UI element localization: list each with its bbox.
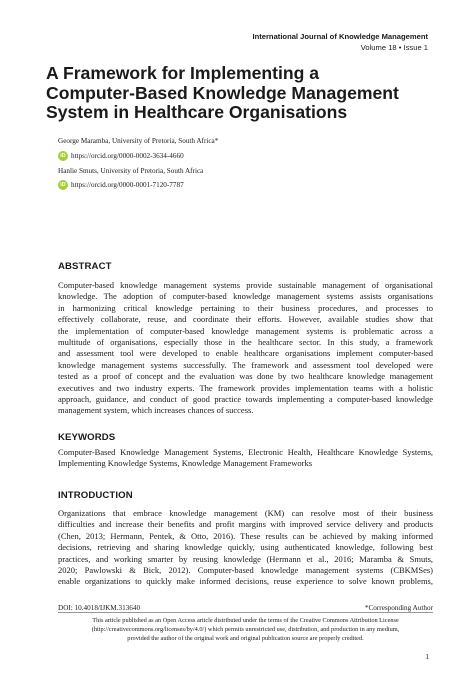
orcid-icon: iD xyxy=(58,151,68,161)
abstract-line: knowledge. The adoption of computer-based knowledge management systems assists organisations xyxy=(58,291,433,302)
journal-volume-issue: Volume 18 • Issue 1 xyxy=(360,43,428,52)
abstract-line: management system, which increases chances of success. xyxy=(58,405,254,416)
introduction-body xyxy=(58,508,433,588)
author-2-orcid[interactable] xyxy=(58,179,184,190)
introduction-heading: INTRODUCTION xyxy=(58,490,133,501)
abstract-line: and assessment tool were developed to enable healthcare organisations implement computer-based xyxy=(58,348,433,359)
corresponding-author-note: *Corresponding Author xyxy=(364,604,433,612)
orcid-icon: iD xyxy=(58,180,68,190)
keywords-line: Implementing Knowledge Systems, Knowledge Management Frameworks xyxy=(58,458,313,469)
abstract-line: executives and two industry experts. The framework provides implementation teams with a holistic xyxy=(58,382,433,393)
journal-header xyxy=(252,31,428,53)
journal-name: International Journal of Knowledge Management xyxy=(252,32,428,41)
introduction-line: difficulties and increase their benefits and profit margins with improved service delivery and products xyxy=(58,519,433,530)
keywords-heading: KEYWORDS xyxy=(58,432,116,443)
orcid-link[interactable]: https://orcid.org/0000-0001-7120-7787 xyxy=(71,180,184,189)
page-number: 1 xyxy=(425,652,429,661)
paper-title xyxy=(46,64,446,123)
license-line: This article published as an Open Access article distributed under the terms of the Creative Commons Attribution License xyxy=(92,617,399,624)
author-1-orcid[interactable] xyxy=(58,150,184,161)
abstract-line: knowledge management systems successfully. The framework and assessment tool developed were xyxy=(58,359,433,370)
introduction-line: Organizations that embrace knowledge management (KM) can resolve most of their business xyxy=(58,508,433,518)
author-1: George Maramba, University of Pretoria, South Africa* xyxy=(58,137,219,145)
introduction-line: (Chen, 2013; Hermann, Pentek, & Otto, 2016). These results can be achieved by making informed xyxy=(58,530,433,541)
abstract-line: multitude of organisations, especially those in the healthcare sector. In this study, a framework xyxy=(58,337,433,348)
footer-divider xyxy=(58,612,433,613)
abstract-line: the implementation of computer-based knowledge management systems is problematic across a xyxy=(58,325,433,336)
license-line: (http://creativecommons.org/licenses/by/4.0/) which permits unrestricted use, distribution, and production in any medium, xyxy=(91,626,400,634)
abstract-line: in harmonizing critical knowledge pertaining to their business procedures, and processes to xyxy=(58,302,433,313)
introduction-line: decisions, retrieving and sharing knowledge quickly, using authenticated knowledge, following best xyxy=(58,542,433,553)
introduction-line: practices, and working smarter by reusing knowledge (Hermann et al., 2016; Maramba & Smuts, xyxy=(58,553,433,564)
author-2: Hanlie Smuts, University of Pretoria, South Africa xyxy=(58,167,204,175)
title-line: A Framework for Implementing a xyxy=(46,63,320,83)
introduction-line: enable organizations to quickly make informed decisions, reuse experience to solve known problems, xyxy=(58,576,433,587)
orcid-link[interactable]: https://orcid.org/0000-0002-3634-4660 xyxy=(71,151,184,160)
abstract-heading: ABSTRACT xyxy=(58,261,112,272)
title-line: Computer-Based Knowledge Management xyxy=(46,82,399,103)
abstract-body xyxy=(58,280,433,417)
abstract-line: tested as a proof of concept and the evaluation was done by two healthcare knowledge management xyxy=(58,371,433,382)
abstract-line: Computer-based knowledge management systems provide sustainable management of organisational xyxy=(58,280,433,290)
keywords-body xyxy=(58,447,433,470)
introduction-line: 2020; Pawlowski & Bick, 2012). Computer-based knowledge management systems (CBKMSes) xyxy=(58,565,433,576)
doi[interactable]: DOI: 10.4018/IJKM.313640 xyxy=(58,604,141,612)
abstract-line: effectively collaborate, reuse, and coordinate their efforts. However, available studies show that xyxy=(58,314,433,325)
abstract-line: approach, guidance, and conduct of good practice towards implementing a computer-based knowledge xyxy=(58,394,433,405)
keywords-line: Computer-Based Knowledge Management Systems, Electronic Health, Healthcare Knowledge Systems, xyxy=(58,447,433,457)
license-notice xyxy=(58,616,433,644)
license-line: provided the author of the original work and original publication source are properly credited. xyxy=(127,635,364,643)
title-line: System in Healthcare Organisations xyxy=(46,102,348,122)
